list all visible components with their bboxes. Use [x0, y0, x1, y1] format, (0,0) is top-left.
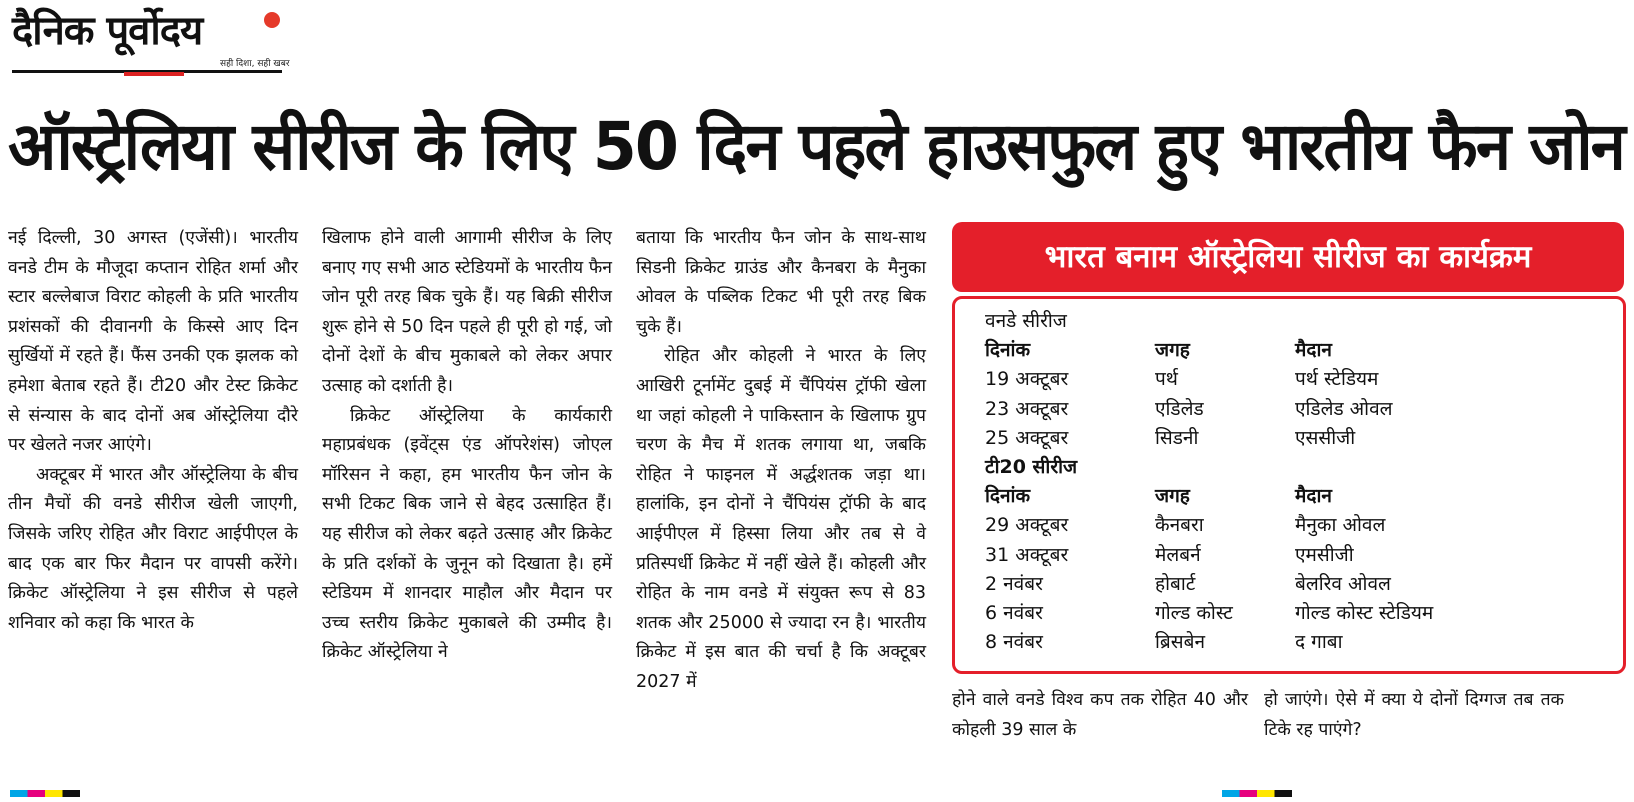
header-city: जगह: [1155, 339, 1190, 362]
schedule-box: [952, 222, 1624, 674]
article-column-4: होने वाले वनडे विश्व कप तक रोहित 40 और कोहली 39 साल के: [952, 690, 1248, 740]
print-registration-mark: [10, 790, 80, 797]
match-city: कैनबरा: [1155, 514, 1204, 537]
article-paragraph: अक्टूबर में भारत और ऑस्ट्रेलिया के बीच तीन मैचों की वनडे सीरीज खेली जाएगी, जिसके जरिए रोहित और विराट आईपीएल के बाद एक बार फिर मैदान पर वापसी करेंगे। क्रिकेट ऑस्ट्रेलिया ने इस सीरीज से पहले शनिवार को कहा कि भारत के: [8, 464, 298, 633]
match-date: 25 अक्टूबर: [985, 426, 1069, 449]
header-venue: मैदान: [1295, 339, 1332, 362]
match-city: होबार्ट: [1155, 572, 1196, 595]
odi-series-title: वनडे सीरीज: [985, 310, 1067, 332]
masthead-logo: दैनिक पूर्वोदय: [12, 8, 203, 54]
header-city: जगह: [1155, 485, 1190, 508]
masthead: [12, 6, 290, 72]
header-date: दिनांक: [985, 339, 1031, 362]
match-city: पर्थ: [1155, 368, 1178, 391]
masthead-tagline: सही दिशा, सही खबर: [220, 59, 290, 69]
odi-header-row: [985, 336, 1605, 365]
match-city: गोल्ड कोस्ट: [1155, 601, 1233, 624]
match-city: मेलबर्न: [1155, 543, 1201, 566]
print-registration-mark: [1222, 790, 1292, 797]
match-city: ब्रिसबेन: [1155, 631, 1206, 654]
match-city: सिडनी: [1155, 426, 1199, 449]
match-date: 29 अक्टूबर: [985, 514, 1069, 537]
match-date: 19 अक्टूबर: [985, 368, 1069, 391]
headline: ऑस्ट्रेलिया सीरीज के लिए 50 दिन पहले हाउसफुल हुए भारतीय फैन जोन: [8, 108, 1624, 185]
article-paragraph: रोहित और कोहली ने भारत के लिए आखिरी टूर्नामेंट दुबई में चैंपियंस ट्रॉफी खेला था जहां कोहली ने पाकिस्तान के खिलाफ ग्रुप चरण के मैच में शतक लगाया था, जबकि रोहित ने फाइनल में अर्द्धशतक जड़ा था। हालांकि, इन दोनों ने चैंपियंस ट्रॉफी के बाद आईपीएल में हिस्सा लिया और तब से वे प्रतिस्पर्धी क्रिकेट में नहीं खेले हैं। कोहली और रोहित के नाम वनडे में संयुक्त रूप से 83 शतक और 25000 से ज्यादा रन है। भारतीय क्रिकेट में इस बात की चर्चा है कि अक्टूबर 2027 में: [636, 346, 926, 692]
match-venue: एमसीजी: [1295, 543, 1354, 566]
match-date: 2 नवंबर: [985, 572, 1043, 595]
match-venue: पर्थ स्टेडियम: [1295, 368, 1379, 391]
header-date: दिनांक: [985, 485, 1031, 508]
schedule-title: भारत बनाम ऑस्ट्रेलिया सीरीज का कार्यक्रम: [952, 222, 1624, 292]
schedule-row: [985, 599, 1605, 628]
t20-header-row: [985, 482, 1605, 511]
match-venue: एससीजी: [1295, 426, 1356, 449]
schedule-row: [985, 424, 1605, 453]
match-venue: बेलरिव ओवल: [1295, 572, 1391, 595]
schedule-table: [985, 307, 1605, 657]
article-column-3: [636, 224, 926, 698]
match-venue: मैनुका ओवल: [1295, 514, 1386, 537]
article-paragraph: क्रिकेट ऑस्ट्रेलिया के कार्यकारी महाप्रबंधक (इवेंट्स एंड ऑपरेशंस) जोएल मॉरिसन ने कहा, हम भारतीय फैन जोन के सभी टिकट बिक जाने से बेहद उत्साहित हैं। यह सीरीज को लेकर बढ़ते उत्साह और क्रिकेट के प्रति दर्शकों के जुनून को दिखाता है। हमें स्टेडियम में शानदार माहौल और मैदान पर उच्च स्तरीय क्रिकेट मुकाबले की उम्मीद है। क्रिकेट ऑस्ट्रेलिया ने: [322, 405, 612, 663]
match-city: एडिलेड: [1155, 397, 1204, 420]
t20-rows: [985, 511, 1605, 657]
odi-rows: [985, 365, 1605, 453]
schedule-frame: [952, 296, 1626, 674]
match-venue: गोल्ड कोस्ट स्टेडियम: [1295, 601, 1434, 624]
match-date: 6 नवंबर: [985, 601, 1043, 624]
logo-dot-icon: [264, 12, 280, 28]
article-column-1: [8, 224, 298, 638]
match-venue: द गाबा: [1295, 631, 1343, 654]
article-paragraph: खिलाफ होने वाली आगामी सीरीज के लिए बनाए गए सभी आठ स्टेडियमों के भारतीय फैन जोन पूरी तरह बिक चुके हैं। यह बिक्री सीरीज शुरू होने से 50 दिन पहले ही पूरी हो गई, जो दोनों देशों के बीच मुकाबले को लेकर अपार उत्साह को दर्शाती है।: [322, 228, 612, 396]
article-paragraph: नई दिल्ली, 30 अगस्त (एजेंसी)। भारतीय वनडे टीम के मौजूदा कप्तान रोहित शर्मा और स्टार बल्लेबाज विराट कोहली के प्रति भारतीय प्रशंसकों की दीवानगी के किस्से आए दिन सुर्खियों में रहते हैं। फैंस उनकी एक झलक को हमेशा बेताब रहते हैं। टी20 और टेस्ट क्रिकेट से संन्यास के बाद दोनों अब ऑस्ट्रेलिया दौरे पर खेलते नजर आएंगे।: [8, 228, 298, 456]
match-date: 31 अक्टूबर: [985, 543, 1069, 566]
article-column-5: हो जाएंगे। ऐसे में क्या ये दोनों दिग्गज तब तक टिके रह पाएंगे?: [1264, 690, 1564, 740]
article-paragraph: बताया कि भारतीय फैन जोन के साथ-साथ सिडनी क्रिकेट ग्राउंड और कैनबरा के मैनुका ओवल के पब्लिक टिकट भी पूरी तरह बिक चुके हैं।: [636, 228, 926, 337]
schedule-row: [985, 365, 1605, 394]
header-venue: मैदान: [1295, 485, 1332, 508]
schedule-row: [985, 395, 1605, 424]
schedule-row: [985, 570, 1605, 599]
schedule-row: [985, 541, 1605, 570]
match-date: 8 नवंबर: [985, 631, 1043, 654]
schedule-row: [985, 511, 1605, 540]
masthead-accent-bar: [124, 72, 184, 76]
schedule-row: [985, 628, 1605, 657]
match-venue: एडिलेड ओवल: [1295, 397, 1393, 420]
article-column-2: [322, 224, 612, 668]
match-date: 23 अक्टूबर: [985, 397, 1069, 420]
t20-series-title: टी20 सीरीज: [985, 455, 1078, 478]
